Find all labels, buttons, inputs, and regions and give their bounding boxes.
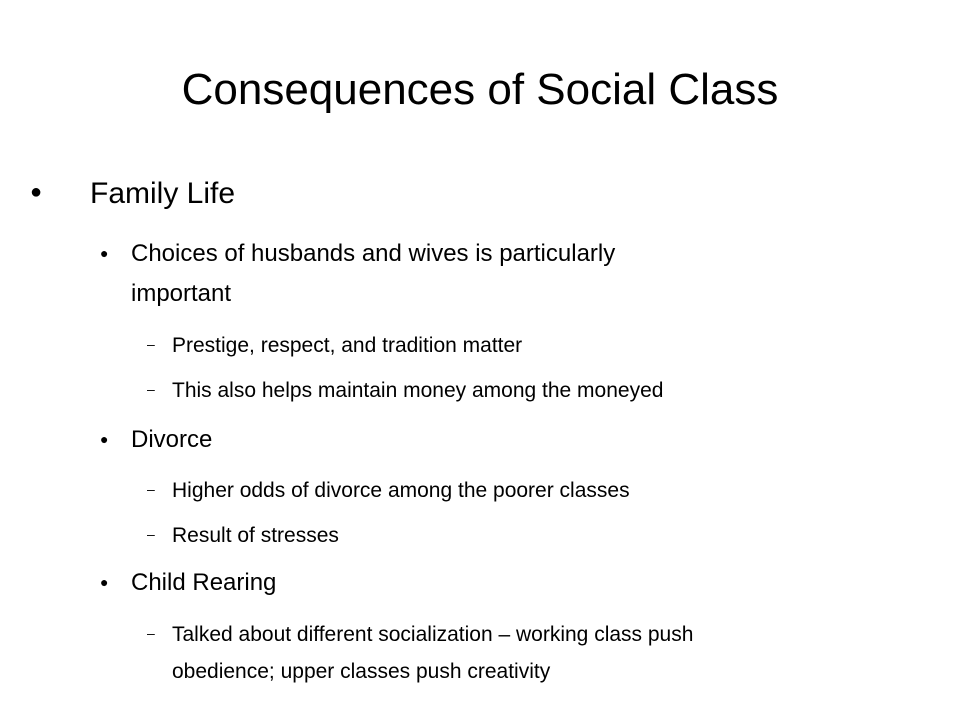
dash-icon: – <box>147 481 155 497</box>
bullet-family-life: Family Life <box>90 177 236 210</box>
bullet-icon: ● <box>100 574 109 590</box>
bullet-icon: ● <box>100 431 109 447</box>
bullet-choices-line1: Choices of husbands and wives is particularly <box>131 240 616 267</box>
bullet-icon: ● <box>100 245 109 261</box>
dash-icon: – <box>147 381 155 397</box>
sub-bullet-higher-odds: Higher odds of divorce among the poorer classes <box>172 479 630 502</box>
sub-bullet-maintain-money: This also helps maintain money among the moneyed <box>172 379 664 402</box>
bullet-icon: ● <box>30 181 43 203</box>
bullet-divorce: Divorce <box>131 426 213 453</box>
dash-icon: – <box>147 625 155 641</box>
sub-bullet-prestige: Prestige, respect, and tradition matter <box>172 334 523 357</box>
slide-title: Consequences of Social Class <box>181 65 779 114</box>
dash-icon: – <box>147 526 155 542</box>
sub-bullet-socialization-line2: obedience; upper classes push creativity <box>172 660 551 683</box>
sub-bullet-socialization-line1: Talked about different socialization – working class push <box>172 623 694 646</box>
sub-bullet-stresses: Result of stresses <box>172 524 339 547</box>
bullet-choices-line2: important <box>131 280 232 307</box>
dash-icon: – <box>147 336 155 352</box>
bullet-child-rearing: Child Rearing <box>131 569 277 596</box>
